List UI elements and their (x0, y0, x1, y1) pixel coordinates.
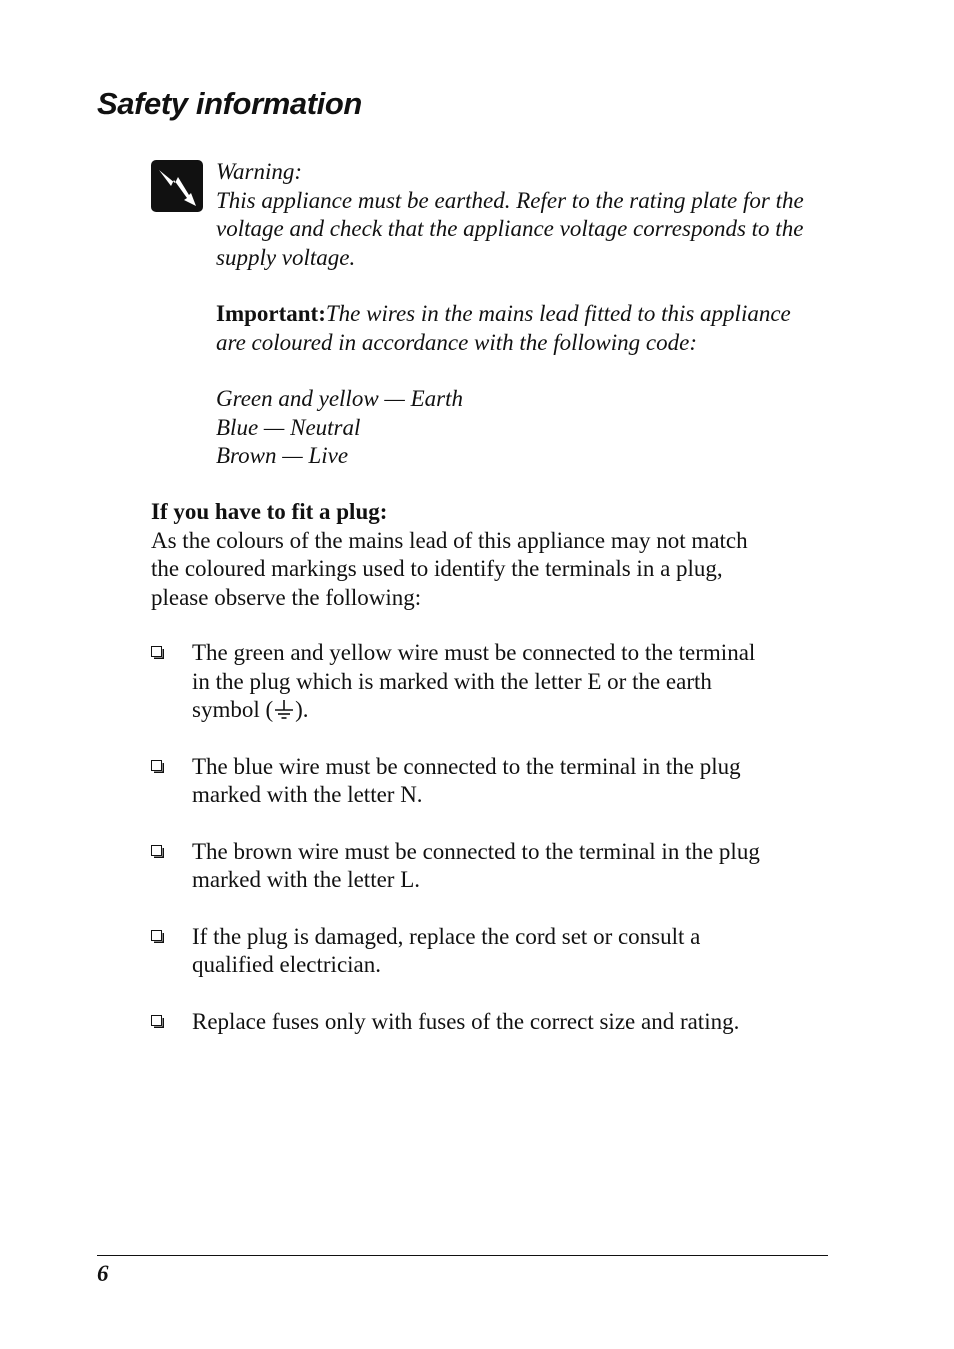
warning-text-line: supply voltage. (216, 244, 356, 270)
warning-text-line: This appliance must be earthed. Refer to the rating plate for the (216, 187, 804, 213)
list-item-line: Replace fuses only with fuses of the correct size and rating. (192, 1008, 740, 1034)
warning-block (216, 158, 836, 471)
list-item (151, 1008, 841, 1037)
checkbox-bullet-icon (151, 845, 164, 858)
earth-symbol-suffix: ). (295, 697, 309, 722)
list-item-line: marked with the letter N. (192, 782, 423, 807)
page-number: 6 (97, 1261, 109, 1286)
checkbox-bullet-icon (151, 760, 164, 773)
important-note (216, 300, 836, 329)
plug-intro-line: please observe the following: (151, 584, 422, 610)
list-item (151, 753, 841, 810)
important-label: Important: (216, 301, 326, 326)
checkbox-bullet-icon (151, 1015, 164, 1028)
important-text-line: The wires in the mains lead fitted to this appliance (325, 301, 791, 326)
list-item-line: The brown wire must be connected to the terminal in the plug (192, 838, 760, 864)
plug-heading: If you have to fit a plug: (151, 499, 388, 524)
list-item-line: The green and yellow wire must be connected to the terminal (192, 640, 756, 665)
earth-symbol-icon (273, 698, 295, 720)
plug-section (151, 498, 841, 612)
list-item-line: in the plug which is marked with the letter E or the earth (192, 668, 712, 694)
list-item-line: The blue wire must be connected to the terminal in the plug (192, 753, 741, 779)
earth-symbol-prefix: symbol ( (192, 697, 274, 722)
high-voltage-warning-icon (151, 160, 203, 212)
plug-intro-line: the coloured markings used to identify the terminals in a plug, (151, 556, 723, 581)
important-text-line: are coloured in accordance with the following code: (216, 329, 697, 355)
warning-label: Warning: (216, 159, 303, 184)
checkbox-bullet-icon (151, 646, 164, 659)
list-item (151, 639, 841, 725)
list-item-line (192, 696, 841, 725)
plug-instructions-list (151, 639, 841, 1064)
footer-divider (97, 1255, 828, 1256)
list-item (151, 838, 841, 895)
color-code-neutral: Blue — Neutral (216, 414, 361, 440)
color-code-live: Brown — Live (216, 443, 349, 468)
list-item-line: marked with the letter L. (192, 867, 421, 892)
list-item-line: If the plug is damaged, replace the cord set or consult a (192, 923, 701, 949)
list-item (151, 923, 841, 980)
plug-intro-line: As the colours of the mains lead of this appliance may not match (151, 527, 748, 553)
color-code-earth: Green and yellow — Earth (216, 386, 464, 411)
warning-text-line: voltage and check that the appliance voltage corresponds to the (216, 216, 804, 241)
checkbox-bullet-icon (151, 930, 164, 943)
page-title: Safety information (97, 86, 362, 121)
list-item-line: qualified electrician. (192, 952, 382, 977)
